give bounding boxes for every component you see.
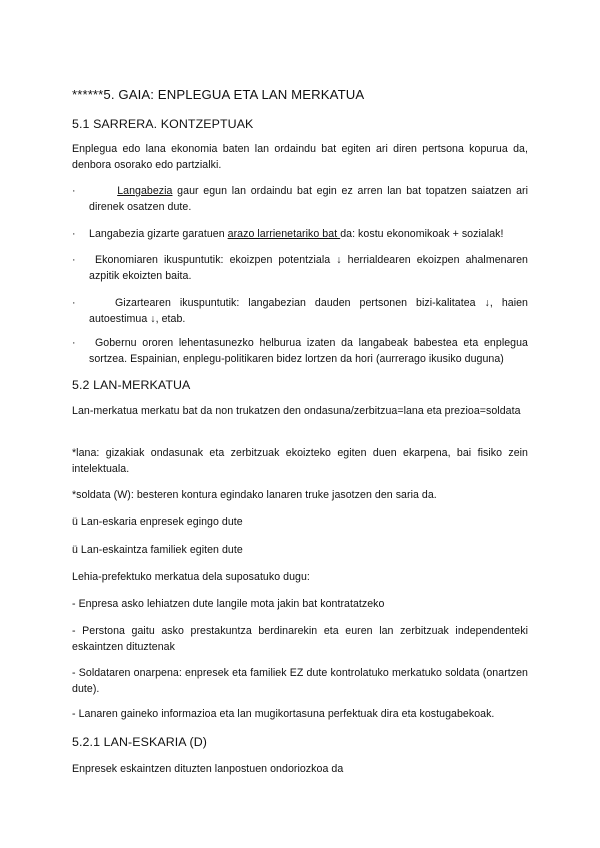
list-item: ü Lan-eskaria enpresek egingo dute <box>72 516 243 528</box>
bullet-text: Ekonomiaren ikuspuntutik: ekoizpen potentziala ↓ herrialdearen ekoizpen ahalmenaren azpitik ekoizten baita. <box>89 254 528 282</box>
bullet-text-end: da: kostu ekonomikoak + sozialak! <box>340 228 504 240</box>
underlined-term: Langabezia <box>117 185 173 197</box>
paragraph: *soldata (W): besteren kontura egindako lanaren truke jasotzen den saria da. <box>72 489 437 501</box>
bullet-dot: · <box>72 228 76 240</box>
list-item: - Soldataren onarpena: enpresek eta familiek EZ dute kontrolatuko merkatuko soldata (onartzen dute). <box>72 667 528 695</box>
bullet-indent <box>89 185 117 197</box>
section-heading-5-2: 5.2 LAN-MERKATUA <box>72 378 191 392</box>
list-item: - Enpresa asko lehiatzen dute langile mota jakin bat kontratatzeko <box>72 598 385 610</box>
section-heading-5-1: 5.1 SARRERA. KONTZEPTUAK <box>72 117 254 131</box>
bullet-text: Gobernu ororen lehentasunezko helburua izaten da langabeak babestea eta enplegua sortzea. Espainian, enplegu-politikaren bidez lortzen da hori (aurrerago ikusiko duguna) <box>89 337 528 365</box>
bullet-dot: · <box>72 254 76 266</box>
page-title: ******5. GAIA: ENPLEGUA ETA LAN MERKATUA <box>72 87 365 102</box>
bullet-text <box>89 226 528 242</box>
list-item: ü Lan-eskaintza familiek egiten dute <box>72 544 243 556</box>
bullet-dot: · <box>72 297 76 309</box>
list-item: - Lanaren gaineko informazioa eta lan mugikortasuna perfektuak dira eta kostugabekoak. <box>72 708 495 720</box>
bullet-text <box>89 183 528 215</box>
bullet-dot: · <box>72 337 76 349</box>
bullet-text: Gizartearen ikuspuntutik: langabezian dauden pertsonen bizi-kalitatea ↓, haien autoestimua ↓, etab. <box>89 297 528 325</box>
list-item: - Perstona gaitu asko prestakuntza berdinarekin eta euren lan zerbitzuak independenteki eskaintzen dituztenak <box>72 625 528 653</box>
paragraph: *lana: gizakiak ondasunak eta zerbitzuak ekoizteko egiten duen ekarpena, bai fisiko zein intelektuala. <box>72 447 528 475</box>
intro-paragraph: Enplegua edo lana ekonomia baten lan ordaindu bat egiten ari diren pertsona kopurua da, denbora osorako edo partzialki. <box>72 143 528 171</box>
section-heading-5-2-1: 5.2.1 LAN-ESKARIA (D) <box>72 735 208 749</box>
paragraph: Enpresek eskaintzen dituzten lanpostuen ondoriozkoa da <box>72 763 344 775</box>
bullet-text-rest: gaur egun lan ordaindu bat egin ez arren lan bat topatzen saiatzen ari direnek osatzen dute. <box>89 185 528 213</box>
bullet-dot: · <box>72 185 76 197</box>
underlined-phrase: arazo larrienetariko bat <box>227 228 341 240</box>
paragraph: Lan-merkatua merkatu bat da non trukatzen den ondasuna/zerbitzua=lana eta prezioa=soldata <box>72 405 521 417</box>
bullet-text-start: Langabezia gizarte garatuen <box>89 228 228 240</box>
paragraph: Lehia-prefektuko merkatua dela suposatuko dugu: <box>72 571 310 583</box>
